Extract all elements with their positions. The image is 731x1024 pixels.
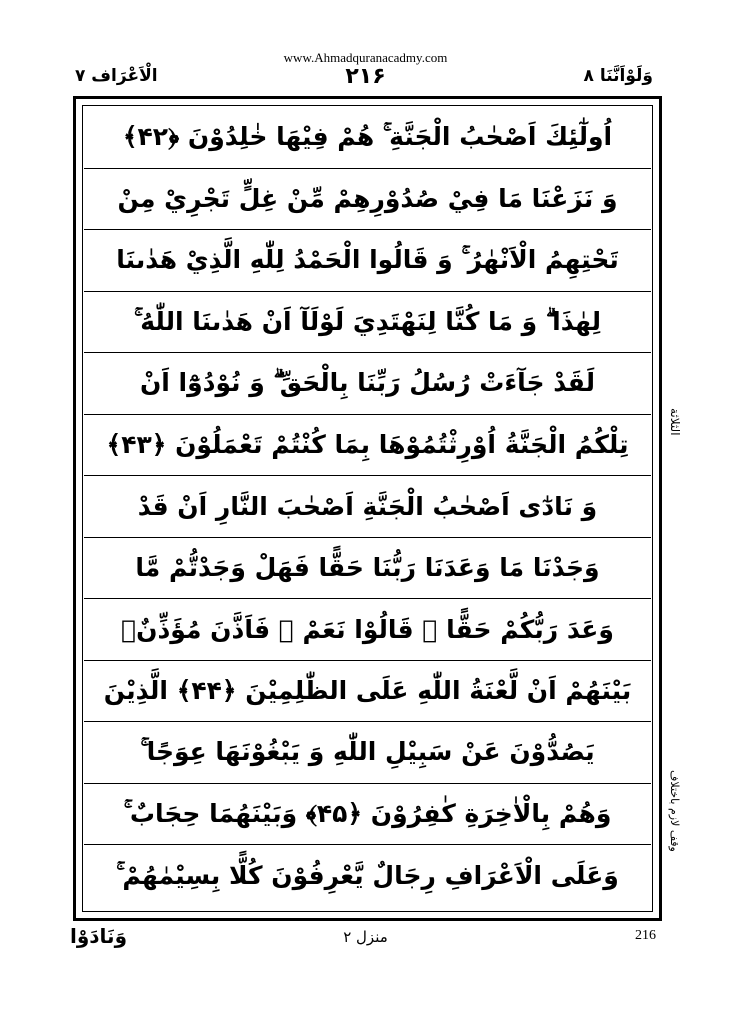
- line-text: وَ نَزَعْنَا مَا فِيْ صُدُوْرِهِمْ مِّنْ غِلٍّ تَجْرِيْ مِنْ: [117, 184, 618, 214]
- text-line: [84, 107, 651, 169]
- line-text: وَهُمْ بِالْاٰخِرَةِ كٰفِرُوْنَ ﴿۴۵﴾ وَبَيْنَهُمَا حِجَابٌ ۚ: [123, 798, 612, 828]
- line-text: يَصُدُّوْنَ عَنْ سَبِيْلِ اللّٰهِ وَ يَبْغُوْنَهَا عِوَجًا ۚ: [140, 737, 595, 767]
- line-text: وَ نَادٰٓى اَصْحٰبُ الْجَنَّةِ اَصْحٰبَ النَّارِ اَنْ قَدْ: [137, 491, 598, 521]
- text-line: [84, 292, 651, 354]
- text-line: [84, 784, 651, 846]
- text-body: [84, 107, 651, 910]
- line-text: وَجَدْنَا مَا وَعَدَنَا رَبُّنَا حَقًّا فَهَلْ وَجَدْتُّمْ مَّا: [135, 553, 600, 583]
- text-line: [84, 599, 651, 661]
- juz-title: وَلَوْاَنَّنَا ۸: [583, 66, 653, 86]
- line-text: لِهٰذَا ۗ وَ مَا كُنَّا لِنَهْتَدِيَ لَوْلَآ اَنْ هَدٰىنَا اللّٰهُ ۚ: [133, 306, 602, 336]
- page-border: [73, 96, 662, 921]
- text-line: [84, 415, 651, 477]
- line-text: اُولٰٓئِكَ اَصْحٰبُ الْجَنَّةِ ۚ هُمْ فِيْهَا خٰلِدُوْنَ ﴿۴۲﴾: [122, 122, 613, 152]
- line-text: وَعَدَ رَبُّكُمْ حَقًّا ۗ قَالُوْا نَعَمْ ۚ فَاَذَّنَ مُؤَذِّنٌۢ: [121, 614, 614, 644]
- margin-note-thalatha: الثلاثة: [668, 408, 682, 436]
- text-line: [84, 353, 651, 415]
- manzil-label: منزل ۲: [343, 928, 388, 946]
- line-text: وَعَلَى الْاَعْرَافِ رِجَالٌ يَّعْرِفُوْنَ كُلًّا بِسِيْمٰهُمْ ۚ: [116, 860, 619, 890]
- line-text: لَقَدْ جَآءَتْ رُسُلُ رَبِّنَا بِالْحَقِّ ۗ وَ نُوْدُوْٓا اَنْ: [139, 368, 596, 398]
- catchword: وَنَادَوْا: [70, 924, 128, 948]
- text-line: [84, 230, 651, 292]
- surah-title: الْاَعْرَاف ۷: [75, 66, 158, 86]
- line-text: تَحْتِهِمُ الْاَنْهٰرُ ۚ وَ قَالُوا الْحَمْدُ لِلّٰهِ الَّذِيْ هَدٰىنَا: [116, 245, 619, 275]
- margin-note-waqf: وقف لازم باختلاف: [668, 770, 681, 852]
- text-line: [84, 845, 651, 907]
- line-text: بَيْنَهُمْ اَنْ لَّعْنَةُ اللّٰهِ عَلَى الظّٰلِمِيْنَ ﴿۴۴﴾ الَّذِيْنَ: [103, 676, 632, 706]
- text-line: [84, 476, 651, 538]
- text-line: [84, 169, 651, 231]
- text-line: [84, 722, 651, 784]
- page-number: 216: [635, 928, 656, 943]
- text-line: [84, 538, 651, 600]
- text-line: [84, 661, 651, 723]
- page-number-arabic: ۲۱۶: [345, 64, 386, 89]
- website-url: www.Ahmadquranacadmy.com: [283, 50, 448, 65]
- line-text: تِلْكُمُ الْجَنَّةُ اُوْرِثْتُمُوْهَا بِمَا كُنْتُمْ تَعْمَلُوْنَ ﴿۴۳﴾: [106, 430, 629, 460]
